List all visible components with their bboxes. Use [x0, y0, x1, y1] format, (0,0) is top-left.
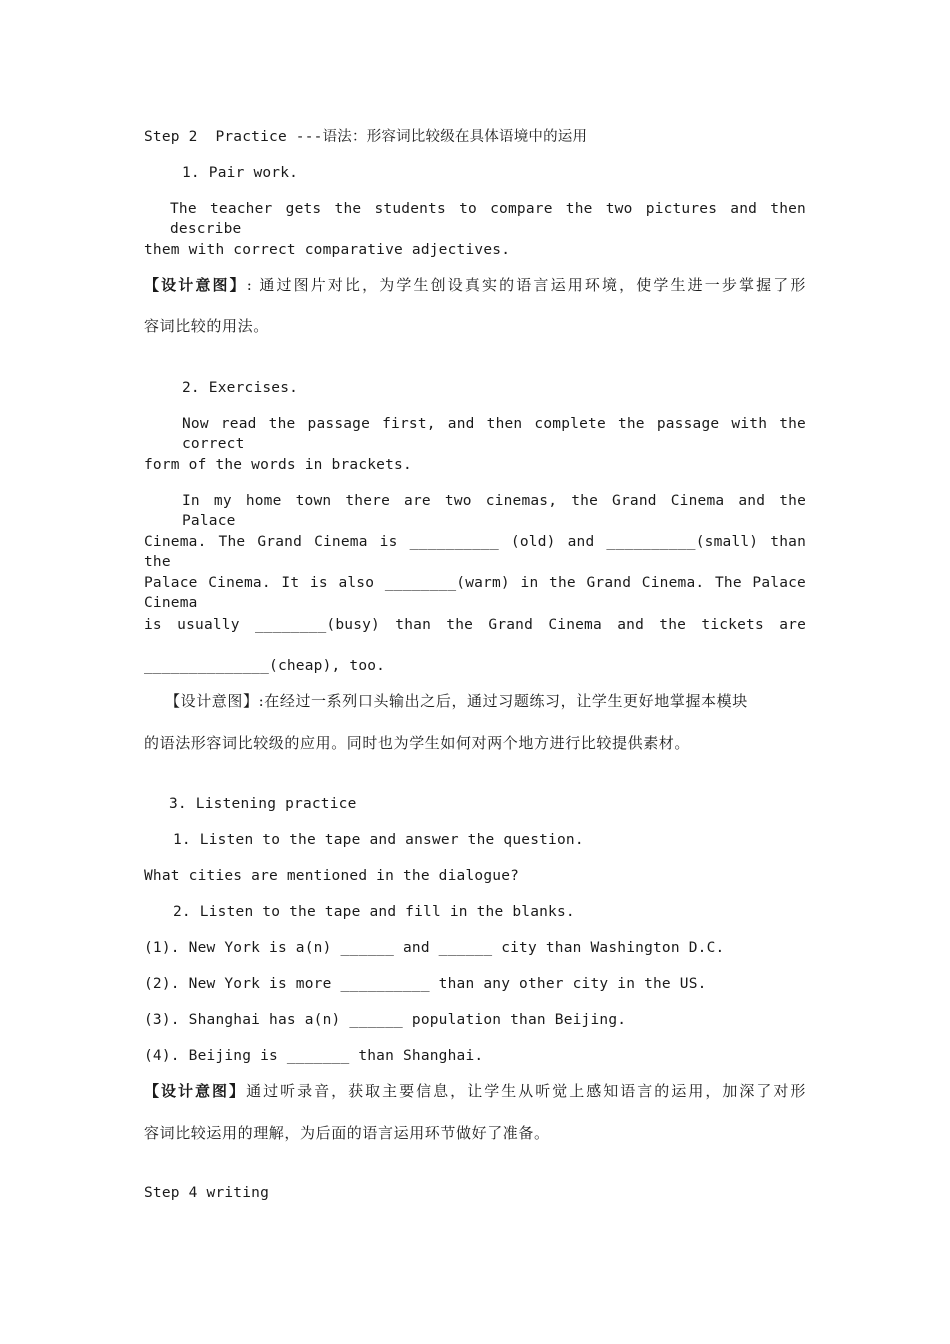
fill-blank-item-3: (3). Shanghai has a(n) ______ population than Beijing.	[144, 1012, 627, 1028]
fill-blank-item-4: (4). Beijing is _______ than Shanghai.	[144, 1048, 484, 1064]
passage-line1: In my home town there are two cinemas, the Grand Cinema and the Palace	[182, 493, 806, 529]
pair-work-title: 1. Pair work.	[182, 165, 299, 181]
fill-blank-item-1: (1). New York is a(n) ______ and ______ city than Washington D.C.	[144, 940, 725, 956]
fill-blank-item-2: (2). New York is more __________ than any other city in the US.	[144, 976, 707, 992]
exercises-title: 2. Exercises.	[182, 380, 299, 396]
listening-question: What cities are mentioned in the dialogue?	[144, 868, 520, 884]
pair-work-desc-line1: The teacher gets the students to compare the two pictures and then describe	[170, 201, 806, 237]
listening-design-line2: 容词比较运用的理解，为后面的语言运用环节做好了准备。	[144, 1124, 550, 1142]
design-intent-label: 【设计意图】	[144, 1082, 247, 1100]
pair-work-desc-line2: them with correct comparative adjectives.	[144, 242, 511, 258]
listening-title: 3. Listening practice	[169, 796, 357, 812]
pair-work-design-line1: 【设计意图】: 通过图片对比，为学生创设真实的语言运用环境，使学生进一步掌握了形	[144, 276, 806, 294]
step2-heading: Step 2 Practice ---语法：形容词比较级在具体语境中的运用	[144, 129, 588, 145]
pair-work-design-line2: 容词比较的用法。	[144, 317, 269, 335]
step4-heading: Step 4 writing	[144, 1185, 270, 1201]
exercises-design-line1: 【设计意图】:在经过一系列口头输出之后，通过习题练习，让学生更好地掌握本模块	[165, 692, 748, 710]
exercises-instr-line2: form of the words in brackets.	[144, 457, 412, 473]
exercises-instr-line1: Now read the passage first, and then complete the passage with the correct	[182, 416, 806, 452]
passage-line2: Cinema. The Grand Cinema is __________ (old) and __________(small) than the	[144, 534, 806, 570]
listening-task1: 1. Listen to the tape and answer the question.	[173, 832, 584, 848]
passage-line4: is usually ________(busy) than the Grand Cinema and the tickets are	[144, 617, 806, 633]
listening-task2: 2. Listen to the tape and fill in the blanks.	[173, 904, 575, 920]
listening-design-line1: 【设计意图】通过听录音，获取主要信息，让学生从听觉上感知语言的运用，加深了对形	[144, 1082, 806, 1100]
passage-line3: Palace Cinema. It is also ________(warm) in the Grand Cinema. The Palace Cinema	[144, 575, 806, 611]
exercises-design-line2: 的语法形容词比较级的应用。同时也为学生如何对两个地方进行比较提供素材。	[144, 734, 691, 752]
passage-line5: ______________(cheap), too.	[144, 658, 386, 674]
design-intent-label: 【设计意图】	[144, 276, 247, 294]
